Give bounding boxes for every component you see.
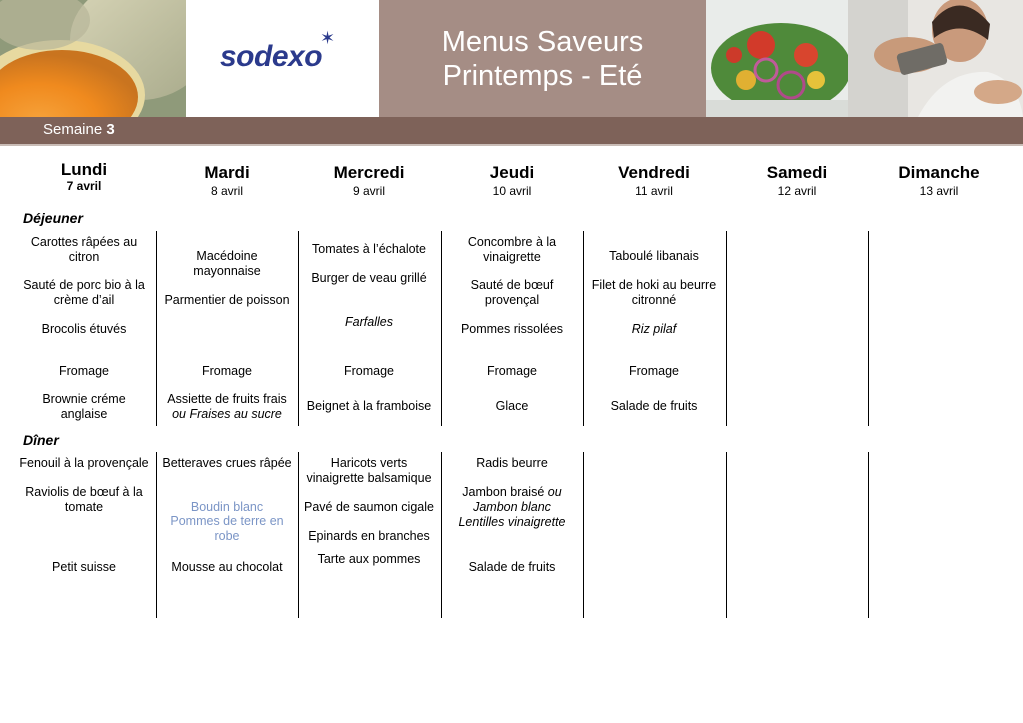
salad-photo [706, 0, 848, 117]
lunch-thursday-main: Sauté de bœuf provençal [470, 278, 554, 307]
lunch-monday-starter: Carottes râpées au citron [30, 235, 138, 264]
lunch-friday-main: Filet de hoki au beurre citronné [591, 278, 717, 307]
lunch-tuesday-cheese: Fromage [201, 364, 253, 378]
section-lunch: Déjeuner [23, 210, 83, 226]
day-date: 13 avril [919, 184, 959, 198]
lunch-thursday-dessert: Glace [495, 399, 529, 413]
dinner-thursday-side: Lentilles vinaigrette [458, 515, 566, 529]
lunch-wednesday-dessert: Beignet à la framboise [306, 399, 432, 413]
dinner-tuesday-dessert: Mousse au chocolat [171, 560, 283, 574]
dinner-tuesday-starter: Betteraves crues râpée [162, 456, 292, 470]
lunch-wednesday-side: Farfalles [345, 315, 393, 329]
lunch-monday-main: Sauté de porc bio à la crème d’ail [23, 278, 145, 307]
day-name: Mercredi [333, 163, 405, 182]
lunch-thursday-starter: Concombre à la vinaigrette [467, 235, 557, 264]
lunch-thursday-side: Pommes rissolées [460, 322, 564, 336]
lunch-tuesday-starter: Macédoine mayonnaise [193, 249, 261, 278]
day-header-wednesday [298, 163, 440, 199]
logo-star-icon: ✶ [320, 28, 336, 48]
week-label-text: Semaine [43, 121, 103, 138]
day-header-saturday [726, 163, 868, 199]
column-separator [156, 452, 157, 618]
title-line-2: Printemps - Eté [442, 60, 643, 92]
day-date: 9 avril [352, 184, 385, 198]
lunch-thursday-cheese: Fromage [486, 364, 538, 378]
column-separator [868, 452, 869, 618]
lunch-friday-dessert: Salade de fruits [610, 399, 698, 413]
divider [0, 144, 1023, 146]
logo-area [186, 0, 379, 117]
lunch-tuesday-dessert-line: Assiette de fruits frais [167, 392, 287, 406]
sodexo-logo: sodexo [220, 40, 323, 73]
column-separator [583, 452, 584, 618]
woman-image [848, 0, 1023, 117]
day-header-sunday [868, 163, 1010, 199]
column-separator [726, 231, 727, 426]
lunch-wednesday-main: Burger de veau grillé [311, 271, 427, 285]
week-number: 3 [106, 121, 115, 138]
column-separator [156, 231, 157, 426]
woman-photo [848, 0, 1023, 117]
title-line-1: Menus Saveurs [441, 26, 644, 58]
dinner-thursday-main-line [447, 485, 577, 500]
lunch-monday-cheese: Fromage [58, 364, 110, 378]
dinner-wednesday-main: Pavé de saumon cigale [304, 500, 434, 514]
day-name: Jeudi [489, 163, 535, 182]
header-banner [0, 0, 1023, 117]
lunch-monday-dessert: Brownie créme anglaise [42, 392, 126, 421]
day-header-tuesday [156, 163, 298, 199]
dinner-monday-starter: Fenouil à la provençale [19, 456, 149, 470]
lunch-tuesday-dessert-alt: ou Fraises au sucre [172, 407, 282, 421]
dinner-monday-dessert: Petit suisse [52, 560, 116, 574]
column-separator [583, 231, 584, 426]
lunch-monday-side: Brocolis étuvés [41, 322, 127, 336]
day-header-thursday [441, 163, 583, 199]
lunch-tuesday-dessert [158, 392, 296, 422]
day-name: Vendredi [618, 163, 690, 182]
lunch-friday-side: Riz pilaf [631, 322, 677, 336]
day-date: 11 avril [635, 184, 673, 198]
column-separator [441, 452, 442, 618]
dinner-wednesday-starter: Haricots verts vinaigrette balsamique [306, 456, 432, 485]
dinner-wednesday-dessert: Tarte aux pommes [317, 552, 421, 566]
day-date: 8 avril [210, 184, 243, 198]
dinner-tuesday-main: Boudin blanc [190, 500, 264, 514]
dinner-thursday-dessert: Salade de fruits [468, 560, 556, 574]
day-date: 7 avril [66, 179, 102, 193]
dinner-monday-main: Raviolis de bœuf à la tomate [25, 485, 143, 514]
week-bar [0, 117, 1023, 144]
dinner-thursday-main-group [447, 485, 577, 530]
day-header-monday [13, 160, 155, 194]
day-header-friday [583, 163, 725, 199]
day-name: Mardi [204, 163, 250, 182]
dinner-tuesday-side: Pommes de terre en robe [170, 514, 284, 543]
title-box [379, 0, 706, 117]
week-label [43, 121, 115, 138]
column-separator [298, 452, 299, 618]
column-separator [298, 231, 299, 426]
lunch-friday-starter: Taboulé libanais [609, 249, 699, 263]
lunch-friday-cheese: Fromage [628, 364, 680, 378]
column-separator [868, 231, 869, 426]
day-date: 12 avril [777, 184, 817, 198]
day-date: 10 avril [492, 184, 532, 198]
dinner-thursday-main: Jambon braisé [462, 485, 545, 499]
day-name: Samedi [766, 163, 828, 182]
melon-image [0, 0, 186, 117]
lunch-wednesday-starter: Tomates à l’échalote [312, 242, 426, 256]
column-separator [726, 452, 727, 618]
column-separator [441, 231, 442, 426]
dinner-thursday-starter: Radis beurre [476, 456, 548, 470]
melon-photo [0, 0, 186, 117]
day-name: Lundi [60, 160, 108, 179]
dinner-thursday-main-or: ou [547, 485, 562, 499]
section-dinner: Dîner [23, 432, 59, 448]
lunch-tuesday-main: Parmentier de poisson [164, 293, 290, 307]
salad-image [706, 0, 848, 117]
day-name: Dimanche [898, 163, 980, 182]
dinner-wednesday-side: Epinards en branches [308, 529, 430, 543]
dinner-thursday-main-alt: Jambon blanc [473, 500, 551, 514]
lunch-wednesday-cheese: Fromage [343, 364, 395, 378]
